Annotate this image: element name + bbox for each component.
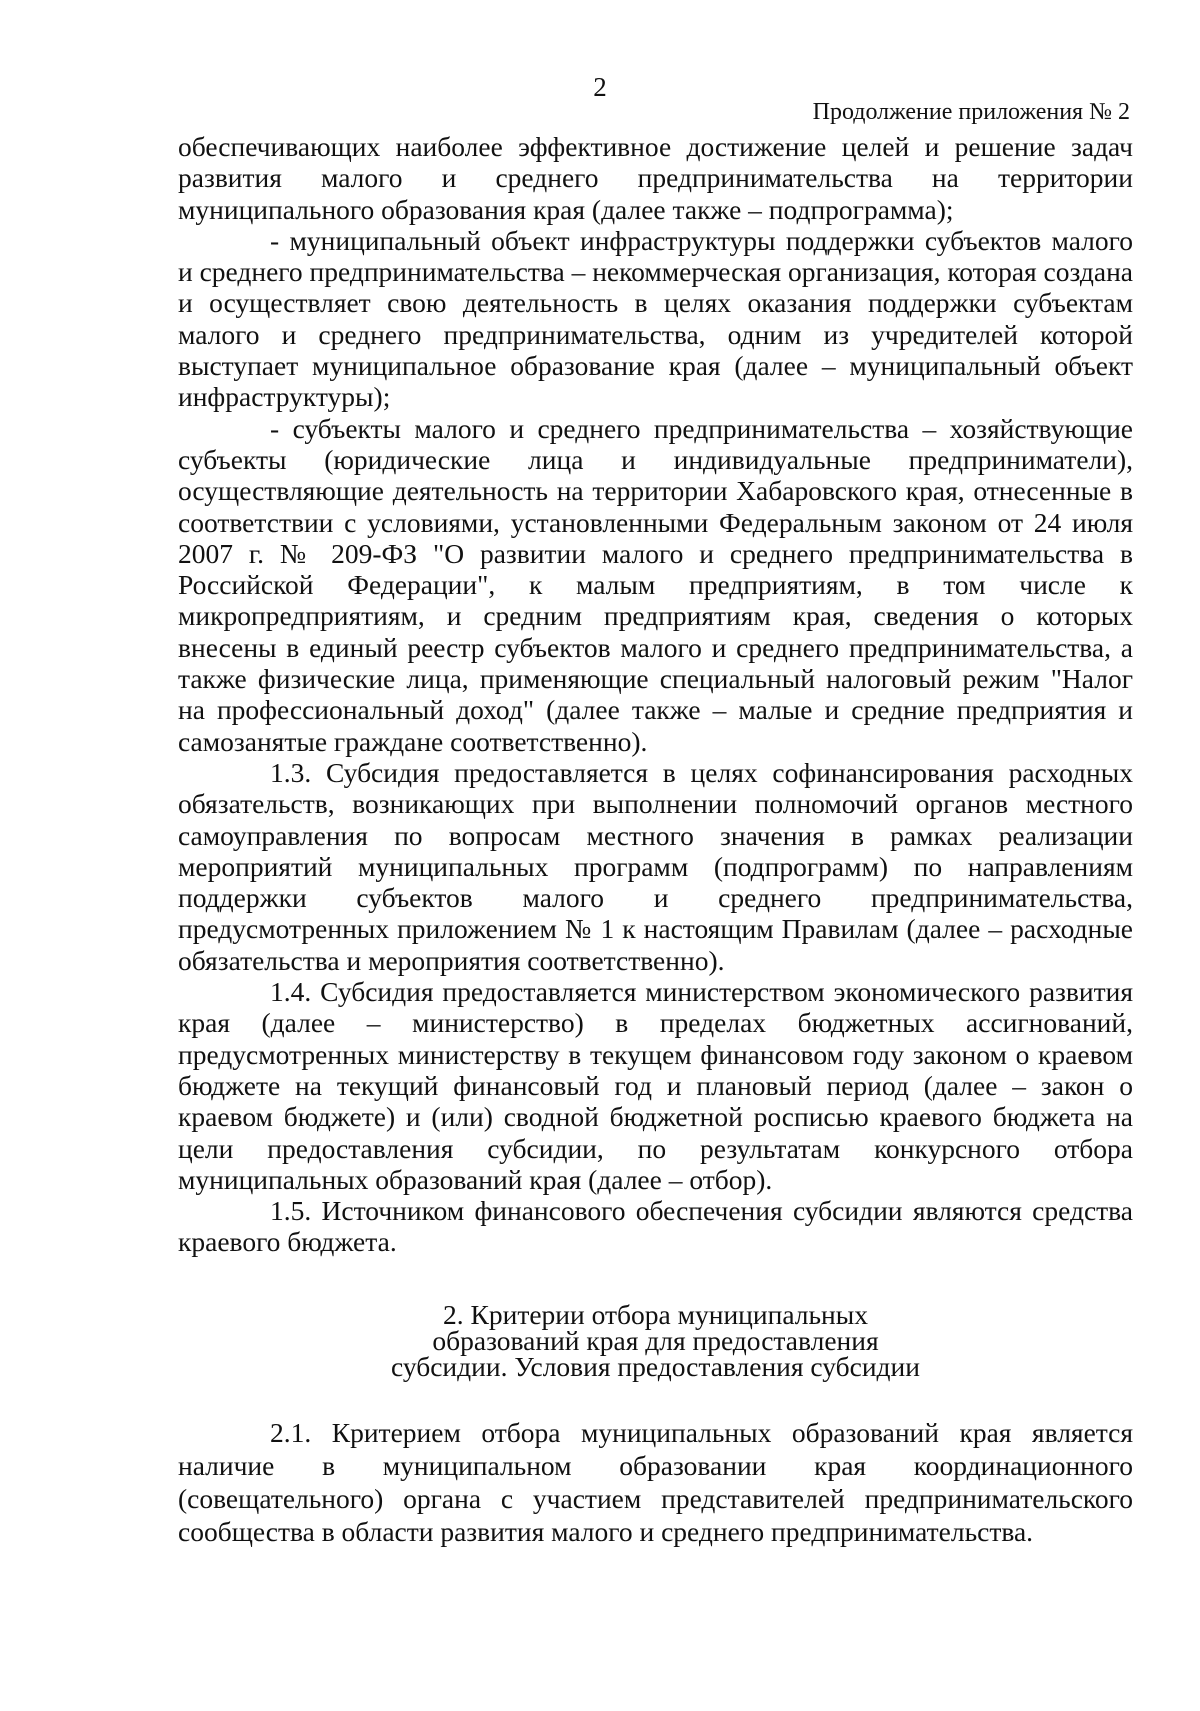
page-number: 2 [593,72,607,102]
appendix-continuation-label: Продолжение приложения № 2 [812,99,1130,125]
section-2-body [178,1416,1133,1548]
paragraph-1-4: 1.4. Субсидия предоставляется министерством экономического развития края (далее – министерство) в пределах бюджетных ассигнований, предусмотренных министерству в текущем финансовом году законом о краевом бюджете на текущий финансовый год и плановый период (далее – закон о краевом бюджете) и (или) сводной бюджетной росписью краевого бюджета на цели предоставления субсидии, по результатам конкурсного отбора муниципальных образований края (далее – отбор). [178,976,1133,1195]
paragraph-sme-definition: - субъекты малого и среднего предпринимательства – хозяйствующие субъекты (юридические лица и индивидуальные предприниматели), осуществляющие деятельность на территории Хабаровского края, отнесенные в соответствии с условиями, установленными Федеральным законом от 24 июля 2007 г. № 209-ФЗ "О развитии малого и среднего предпринимательства в Российской Федерации", к малым предприятиям, в том числе к микропредприятиям, и средним предприятиям края, сведения о которых внесены в единый реестр субъектов малого и среднего предпринимательства, а также физические лица, применяющие специальный налоговый режим "Налог на профессиональный доход" (далее также – малые и средние предприятия и самозанятые граждане соответственно). [178,412,1133,757]
paragraph-1-3: 1.3. Субсидия предоставляется в целях софинансирования расходных обязательств, возникающих при выполнении полномочий органов местного самоуправления по вопросам местного значения в рамках реализации мероприятий муниципальных программ (подпрограмм) по направлениям поддержки субъектов малого и среднего предпринимательства, предусмотренных приложением № 1 к настоящим Правилам (далее – расходные обязательства и мероприятия соответственно). [178,756,1133,976]
section-heading-line: 2. Критерии отбора муниципальных [443,1298,868,1330]
section-heading-line: субсидии. Условия предоставления субсидии [391,1350,920,1382]
paragraph-2-1: 2.1. Критерием отбора муниципальных образований края является наличие в муниципальном образовании края координационного (совещательного) органа с участием представителей предпринимательского сообщества в области развития малого и среднего предпринимательства. [178,1416,1133,1547]
paragraph-infrastructure-definition: - муниципальный объект инфраструктуры поддержки субъектов малого и среднего предпринимательства – некоммерческая организация, которая создана и осуществляет свою деятельность в целях оказания поддержки субъектам малого и среднего предпринимательства, одним из учредителей которой выступает муниципальное образование края (далее – муниципальный объект инфраструктуры); [178,224,1133,413]
paragraph-1-5: 1.5. Источником финансового обеспечения субсидии являются средства краевого бюджета. [178,1195,1133,1258]
paragraph-subprogram-definition: обеспечивающих наиболее эффективное достижение целей и решение задач развития малого и среднего предпринимательства на территории муниципального образования края (далее также – подпрограмма); [178,131,1133,225]
section-2-heading [178,1298,1133,1382]
document-body [178,131,1133,1548]
section-heading-line: образований края для предоставления [432,1324,879,1356]
